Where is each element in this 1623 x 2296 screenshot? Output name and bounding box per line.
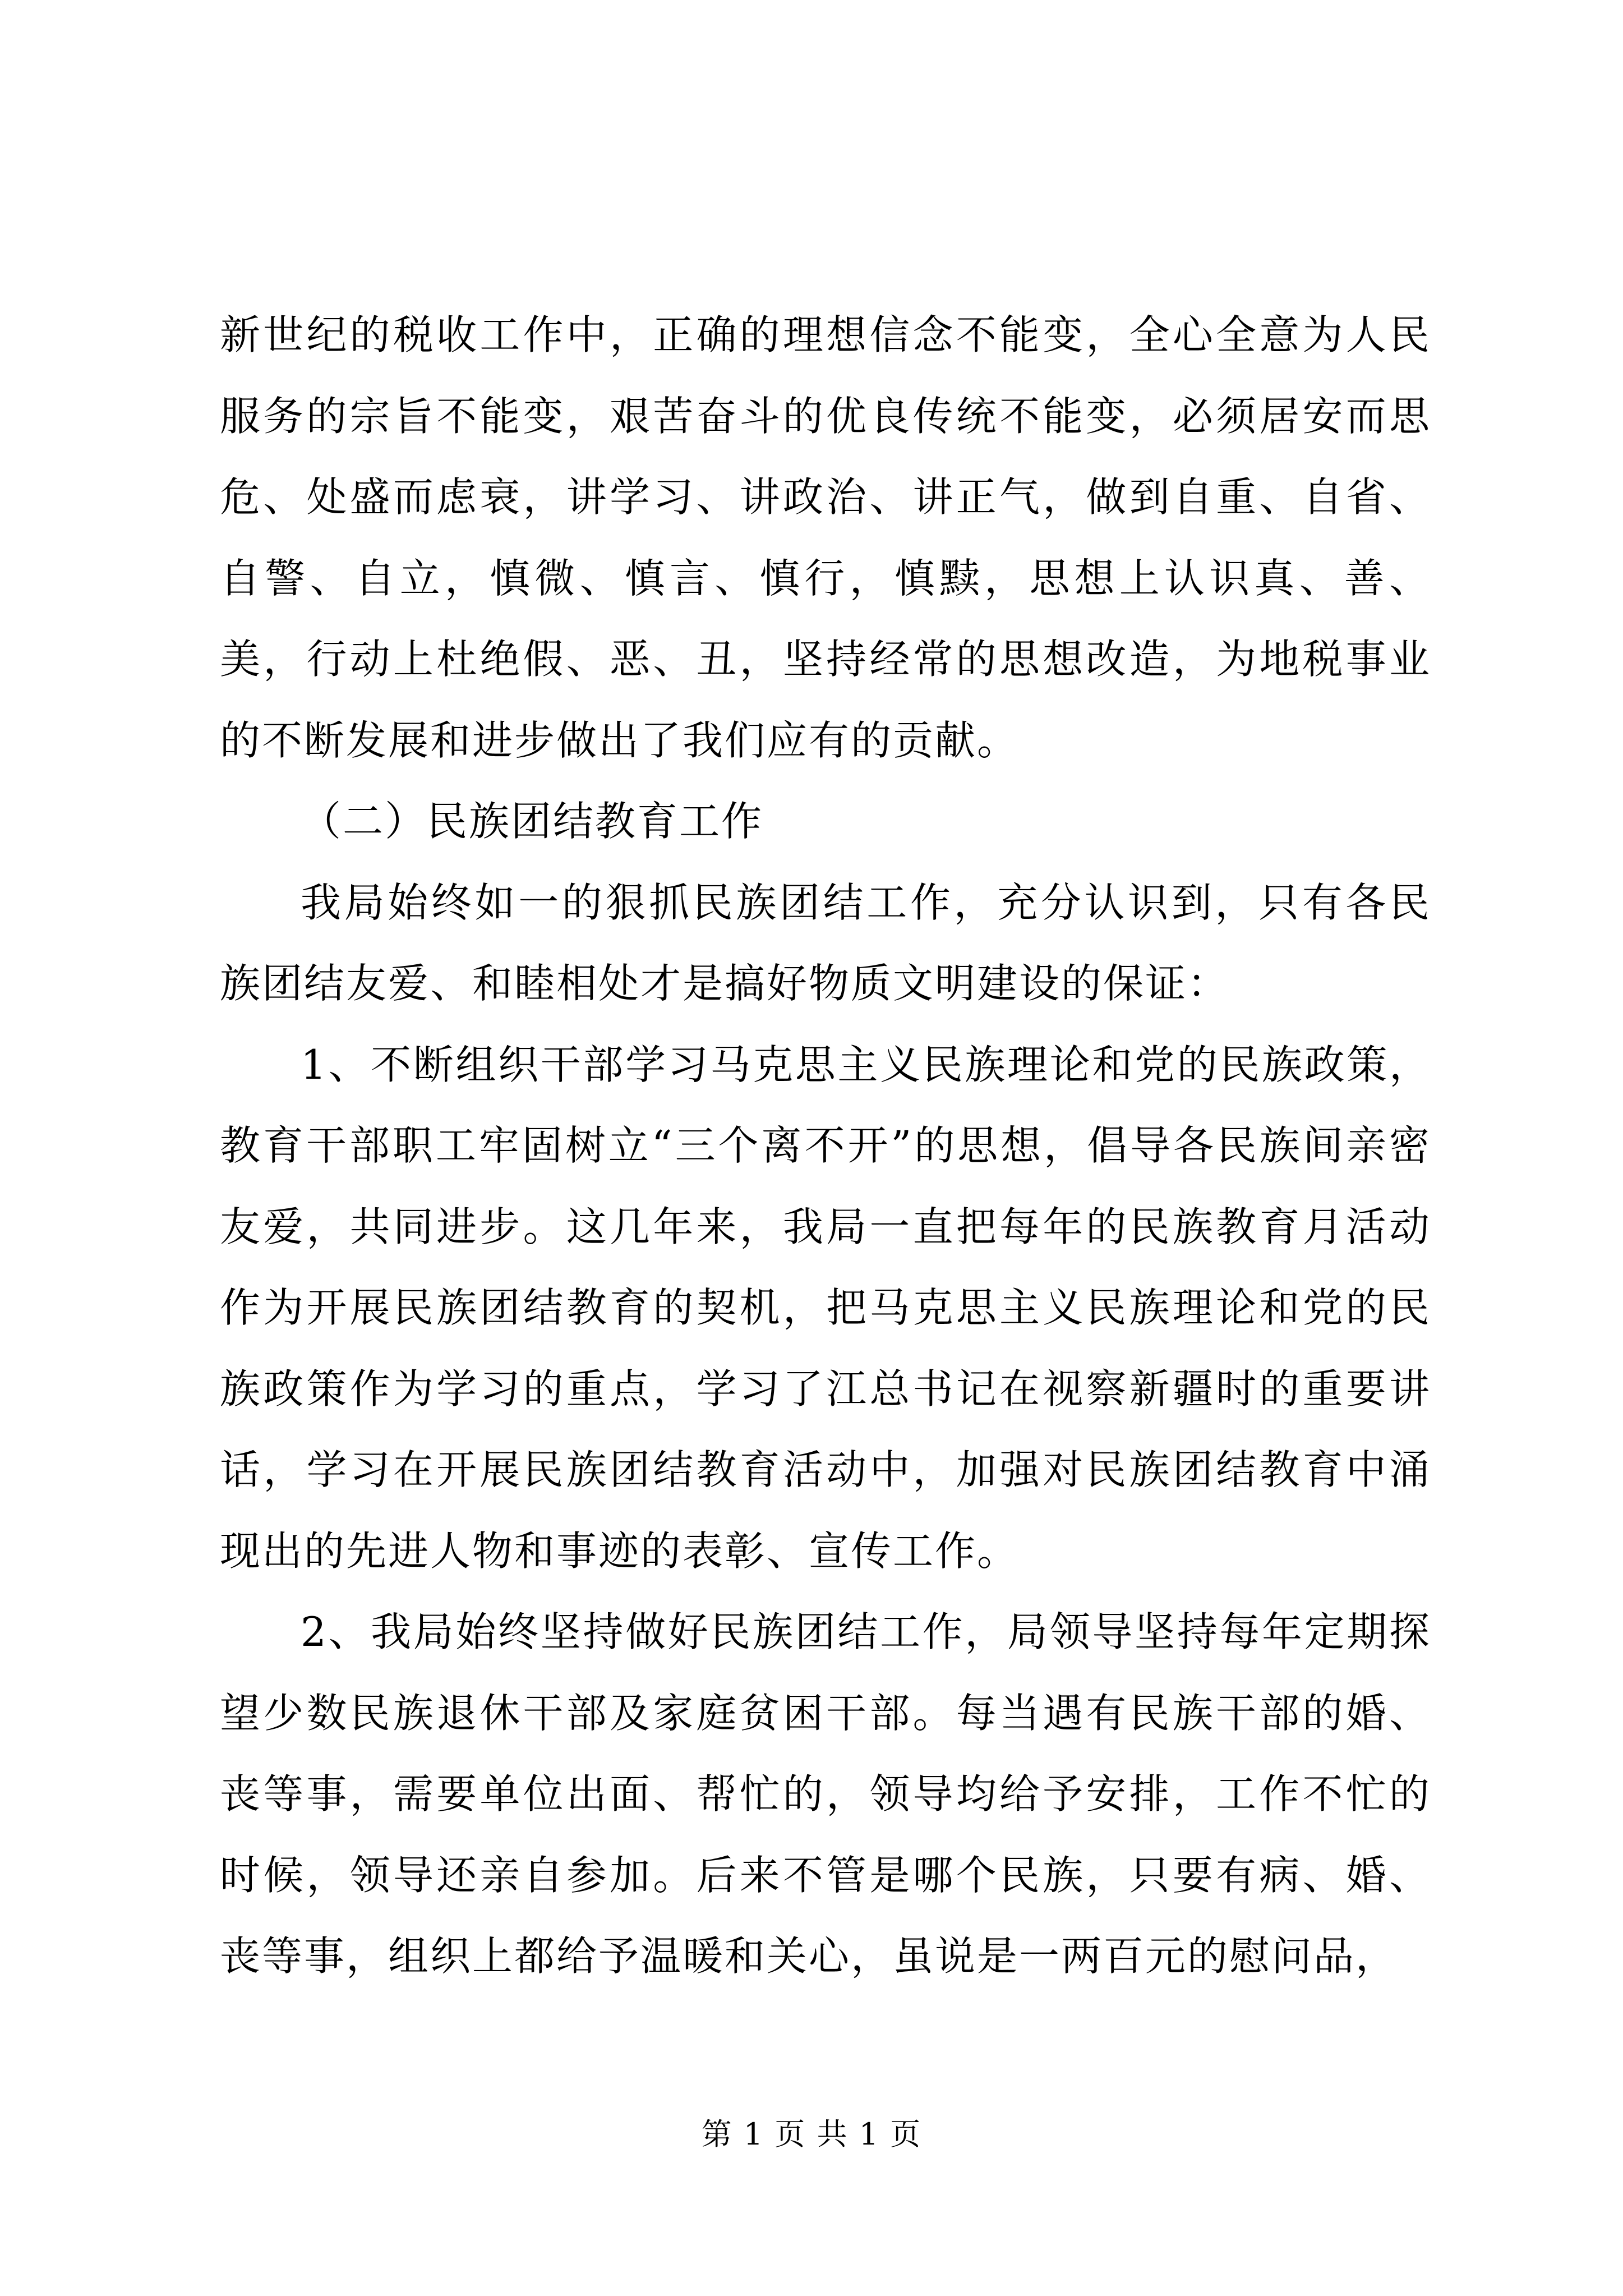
paragraph-intro-ethnic-unity: 我局始终如一的狠抓民族团结工作，充分认识到，只有各民族团结友爱、和睦相处才是搞好物质文明建设的保证： [220, 878, 1431, 1007]
section-heading-ethnic-unity-education: （二）民族团结教育工作 [301, 798, 764, 845]
page-footer: 第 1 页 共 1 页 [701, 2116, 922, 2152]
paragraph-item-1: 1、不断组织干部学习马克思主义民族理论和党的民族政策，教育干部职工牢固树立“三个离不开”的思想，倡导各民族间亲密友爱，共同进步。这几年来，我局一直把每年的民族教育月活动作为开展民族团结教育的契机，把马克思主义民族理论和党的民族政策作为学习的重点，学习了江总书记在视察新疆时的重要讲话，学习在开展民族团结教育活动中，加强对民族团结教育中涌现出的先进人物和事迹的表彰、宣传工作。 [220, 1041, 1431, 1575]
paragraph-item-2: 2、我局始终坚持做好民族团结工作，局领导坚持每年定期探望少数民族退休干部及家庭贫困干部。每当遇有民族干部的婚、丧等事，需要单位出面、帮忙的，领导均给予安排，工作不忙的时候，领导还亲自参加。后来不管是哪个民族，只要有病、婚、丧等事，组织上都给予温暖和关心，虽说是一两百元的慰问品， [220, 1608, 1431, 1980]
paragraph-continuation: 新世纪的税收工作中，正确的理想信念不能变，全心全意为人民服务的宗旨不能变，艰苦奋斗的优良传统不能变，必须居安而思危、处盛而虑衰，讲学习、讲政治、讲正气，做到自重、自省、自警、自立，慎微、慎言、慎行，慎黩，思想上认识真、善、美，行动上杜绝假、恶、丑，坚持经常的思想改造，为地税事业的不断发展和进步做出了我们应有的贡献。 [220, 311, 1431, 764]
document-body [220, 295, 1431, 1997]
